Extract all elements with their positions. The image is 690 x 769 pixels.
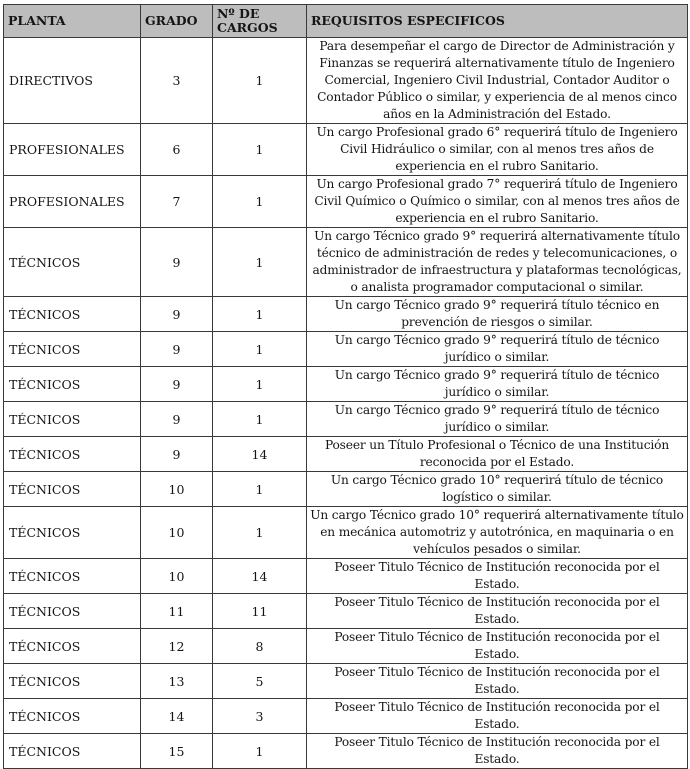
cell-planta: TÉCNICOS	[4, 734, 141, 769]
table-row	[4, 176, 688, 228]
cell-grado: 9	[141, 367, 213, 402]
cell-cargos: 1	[213, 38, 307, 124]
cell-cargos: 1	[213, 228, 307, 297]
table-row	[4, 228, 688, 297]
table-row	[4, 629, 688, 664]
cell-grado: 7	[141, 176, 213, 228]
cell-grado: 6	[141, 124, 213, 176]
cell-cargos: 1	[213, 402, 307, 437]
cell-requisitos: Poseer Titulo Técnico de Institución reconocida por el Estado.	[307, 664, 688, 699]
cell-grado: 9	[141, 297, 213, 332]
cell-requisitos: Un cargo Técnico grado 10° requerirá alternativamente título en mecánica automotriz y autotrónica, en maquinaria o en vehículos pesados o similar.	[307, 507, 688, 559]
table-row	[4, 699, 688, 734]
cell-requisitos: Poseer Titulo Técnico de Institución reconocida por el Estado.	[307, 594, 688, 629]
cell-cargos: 1	[213, 297, 307, 332]
cell-planta: TÉCNICOS	[4, 437, 141, 472]
cell-requisitos: Un cargo Técnico grado 9° requerirá título técnico en prevención de riesgos o similar.	[307, 297, 688, 332]
cell-planta: TÉCNICOS	[4, 472, 141, 507]
cell-planta: PROFESIONALES	[4, 176, 141, 228]
cell-cargos: 11	[213, 594, 307, 629]
cell-requisitos: Para desempeñar el cargo de Director de Administración y Finanzas se requerirá alternativamente título de Ingeniero Comercial, Ingeniero Civil Industrial, Contador Auditor o Contador Público o similar, y experiencia de al menos cinco años en la Administración del Estado.	[307, 38, 688, 124]
cell-requisitos: Poseer Titulo Técnico de Institución reconocida por el Estado.	[307, 629, 688, 664]
table-row	[4, 734, 688, 769]
cell-grado: 9	[141, 437, 213, 472]
cell-grado: 15	[141, 734, 213, 769]
cell-cargos: 1	[213, 176, 307, 228]
cell-cargos: 5	[213, 664, 307, 699]
document-page	[3, 4, 688, 769]
cell-grado: 13	[141, 664, 213, 699]
table-row	[4, 437, 688, 472]
cell-requisitos: Un cargo Profesional grado 6° requerirá título de Ingeniero Civil Hidráulico o similar, con al menos tres años de experiencia en el rubro Sanitario.	[307, 124, 688, 176]
cell-planta: TÉCNICOS	[4, 228, 141, 297]
cell-requisitos: Un cargo Técnico grado 9° requerirá alternativamente título técnico de administración de redes y telecomunicaciones, o administrador de infraestructura y plataformas tecnológicas, o analista programador computacional o similar.	[307, 228, 688, 297]
table-row	[4, 124, 688, 176]
cell-cargos: 1	[213, 734, 307, 769]
cell-grado: 14	[141, 699, 213, 734]
cell-grado: 9	[141, 402, 213, 437]
cell-requisitos: Un cargo Técnico grado 9° requerirá título de técnico jurídico o similar.	[307, 402, 688, 437]
cell-requisitos: Un cargo Profesional grado 7° requerirá título de Ingeniero Civil Químico o Químico o similar, con al menos tres años de experiencia en el rubro Sanitario.	[307, 176, 688, 228]
cell-cargos: 14	[213, 559, 307, 594]
cell-requisitos: Un cargo Técnico grado 9° requerirá título de técnico jurídico o similar.	[307, 332, 688, 367]
cell-grado: 10	[141, 472, 213, 507]
cell-planta: TÉCNICOS	[4, 297, 141, 332]
cell-planta: TÉCNICOS	[4, 332, 141, 367]
cell-grado: 11	[141, 594, 213, 629]
cell-planta: TÉCNICOS	[4, 664, 141, 699]
table-header-row	[4, 5, 688, 38]
header-requisitos: REQUISITOS ESPECIFICOS	[307, 5, 688, 38]
cell-requisitos: Poseer Titulo Técnico de Institución reconocida por el Estado.	[307, 559, 688, 594]
cell-requisitos: Un cargo Técnico grado 9° requerirá título de técnico jurídico o similar.	[307, 367, 688, 402]
cell-requisitos: Un cargo Técnico grado 10° requerirá título de técnico logístico o similar.	[307, 472, 688, 507]
table-row	[4, 38, 688, 124]
cell-grado: 3	[141, 38, 213, 124]
table-row	[4, 664, 688, 699]
cell-planta: TÉCNICOS	[4, 594, 141, 629]
cell-planta: TÉCNICOS	[4, 402, 141, 437]
cell-planta: TÉCNICOS	[4, 699, 141, 734]
cell-grado: 12	[141, 629, 213, 664]
staffing-requirements-table	[3, 4, 688, 769]
cell-planta: TÉCNICOS	[4, 507, 141, 559]
cell-cargos: 1	[213, 332, 307, 367]
cell-grado: 9	[141, 228, 213, 297]
cell-grado: 10	[141, 559, 213, 594]
cell-planta: DIRECTIVOS	[4, 38, 141, 124]
table-row	[4, 402, 688, 437]
cell-cargos: 1	[213, 367, 307, 402]
header-planta: PLANTA	[4, 5, 141, 38]
cell-cargos: 1	[213, 472, 307, 507]
cell-cargos: 1	[213, 507, 307, 559]
cell-cargos: 8	[213, 629, 307, 664]
table-row	[4, 332, 688, 367]
table-row	[4, 594, 688, 629]
cell-cargos: 14	[213, 437, 307, 472]
cell-planta: TÉCNICOS	[4, 367, 141, 402]
cell-planta: PROFESIONALES	[4, 124, 141, 176]
table-row	[4, 472, 688, 507]
cell-requisitos: Poseer Titulo Técnico de Institución reconocida por el Estado.	[307, 699, 688, 734]
cell-requisitos: Poseer Titulo Técnico de Institución reconocida por el Estado.	[307, 734, 688, 769]
cell-grado: 10	[141, 507, 213, 559]
cell-planta: TÉCNICOS	[4, 559, 141, 594]
table-row	[4, 367, 688, 402]
header-cargos: Nº DE CARGOS	[213, 5, 307, 38]
table-row	[4, 297, 688, 332]
cell-grado: 9	[141, 332, 213, 367]
cell-planta: TÉCNICOS	[4, 629, 141, 664]
table-row	[4, 559, 688, 594]
table-row	[4, 507, 688, 559]
cell-cargos: 3	[213, 699, 307, 734]
cell-requisitos: Poseer un Título Profesional o Técnico de una Institución reconocida por el Estado.	[307, 437, 688, 472]
cell-cargos: 1	[213, 124, 307, 176]
header-grado: GRADO	[141, 5, 213, 38]
